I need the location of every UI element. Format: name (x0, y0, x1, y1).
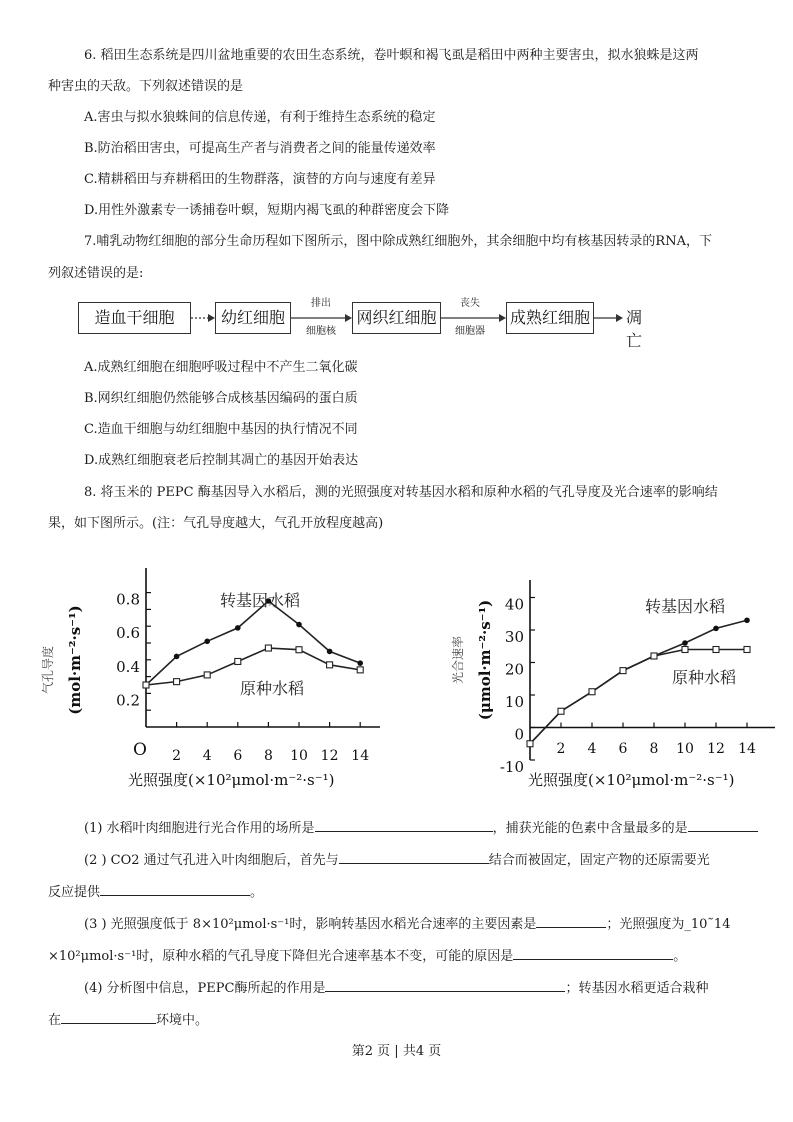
answer-blank-1b[interactable] (688, 818, 758, 832)
x-tick-label: 10 (290, 748, 308, 764)
data-point-original (527, 741, 533, 747)
data-point-original (174, 679, 180, 685)
y-tick-label: 0.8 (116, 590, 140, 609)
data-point-original (296, 647, 302, 653)
data-point-original (744, 647, 750, 653)
arrow-label-expel: 排出 (311, 298, 331, 309)
flow-arrows (78, 302, 678, 338)
answer-blank-4a[interactable] (325, 978, 565, 992)
data-point-transgenic (235, 625, 241, 631)
data-point-original (235, 658, 241, 664)
y-axis-label-unit: (μmol·m⁻²·s⁻¹) (476, 599, 494, 721)
q8-sub3-cont (48, 946, 686, 965)
q8-sub2-text-d: 。 (250, 885, 264, 900)
flow-box-reticulocyte: 网织红细胞 (352, 302, 441, 334)
y-tick-label: 30 (504, 628, 524, 646)
y-tick-label: 20 (504, 660, 524, 679)
y-tick-label: 0 (514, 725, 524, 744)
y-tick-label: 0.2 (116, 691, 140, 710)
data-point-transgenic (296, 622, 302, 628)
x-tick-label: 14 (738, 741, 756, 757)
arrow-head-icon (208, 314, 215, 322)
data-point-original (327, 662, 333, 668)
q7-option-a: A.成熟红细胞在细胞呼吸过程中不产生二氧化碳 (84, 360, 358, 375)
q7-option-d: D.成熟红细胞衰老后控制其凋亡的基因开始表达 (84, 453, 359, 468)
origin-label: O (133, 740, 147, 760)
legend-original: 原种水稻 (672, 668, 737, 687)
q8-sub2-cont (48, 882, 263, 901)
q8-sub4-text-b: ；转基因水稻更适合栽种 (565, 981, 709, 996)
data-point-transgenic (713, 626, 719, 632)
series-line-original (530, 650, 747, 744)
answer-blank-4b[interactable] (61, 1010, 156, 1024)
q7-option-b: B.网织红细胞仍然能够合成核基因编码的蛋白质 (84, 391, 358, 406)
data-point-original (357, 667, 363, 673)
x-tick-label: 2 (556, 741, 566, 757)
data-point-transgenic (174, 654, 180, 660)
q6-stem-line2: 种害虫的天敌。下列叙述错误的是 (48, 79, 244, 94)
flow-box-mature-rbc: 成熟红细胞 (506, 302, 594, 334)
x-tick-label: 8 (263, 748, 273, 764)
q8-sub3 (84, 914, 730, 933)
q8-sub3-text-b: ；光照强度为_10˜14 (606, 917, 731, 932)
answer-blank-1a[interactable] (315, 818, 493, 832)
data-point-transgenic (357, 660, 363, 666)
q8-sub2-text-b: 结合而被固定，固定产物的还原需要光 (488, 853, 710, 868)
q8-sub2-text-c: 反应提供 (48, 885, 101, 900)
answer-blank-2b[interactable] (100, 882, 250, 896)
y-tick-label: 10 (504, 693, 524, 711)
x-tick-label: 6 (233, 748, 243, 764)
q7-option-c: C.造血干细胞与幼红细胞中基因的执行情况不同 (84, 422, 358, 437)
y-tick-label: 40 (504, 595, 524, 614)
x-tick-label: 12 (707, 741, 725, 757)
q8-stem-line2: 果，如下图所示。(注：气孔导度越大，气孔开放程度越高) (48, 516, 384, 531)
q7-stem-line1: 7.哺乳动物红细胞的部分生命历程如下图所示，图中除成熟红细胞外，其余细胞中均有核基因转录的RNA，下 (84, 234, 712, 249)
data-point-original (651, 653, 657, 659)
q8-sub3-text-c: ×10²μmol·s⁻¹时，原种水稻的气孔导度下降但光合速率基本不变，可能的原因是 (48, 949, 514, 964)
stomatal-conductance-chart (40, 560, 400, 800)
data-point-original (143, 682, 149, 688)
q6-stem-line1: 6. 稻田生态系统是四川盆地重要的农田生态系统，卷叶螟和褐飞虱是稻田中两种主要害虫，拟水狼蛛是这两 (84, 48, 699, 63)
x-tick-label: 4 (202, 748, 212, 764)
arrow-label-nucleus: 细胞核 (306, 326, 336, 337)
x-tick-label: 8 (649, 741, 659, 757)
x-axis-label: 光照强度(×10²μmol·m⁻²·s⁻¹) (528, 771, 735, 789)
data-point-original (265, 645, 271, 651)
q6-option-d: D.用性外激素专一诱捕卷叶螟，短期内褐飞虱的种群密度会下降 (84, 203, 450, 218)
arrow-label-lose: 丧失 (460, 298, 480, 309)
legend-original: 原种水稻 (240, 679, 305, 698)
q8-sub2 (84, 850, 710, 869)
y-tick-label: -10 (499, 758, 524, 776)
arrow-head-icon (345, 314, 352, 322)
q8-sub3-text-a: (3 ) 光照强度低于 8×10²μmol·s⁻¹时，影响转基因水稻光合速率的主要因素是 (84, 917, 537, 932)
q7-stem-line2: 列叙述错误的是: (48, 266, 144, 281)
x-tick-label: 6 (618, 741, 628, 757)
legend-transgenic: 转基因水稻 (220, 591, 301, 610)
q8-sub1-text-a: (1) 水稻叶肉细胞进行光合作用的场所是 (84, 821, 315, 836)
q8-sub4 (84, 978, 709, 997)
x-tick-label: 2 (172, 748, 182, 764)
q8-sub4-text-a: (4) 分析图中信息，PEPC酶所起的作用是 (84, 981, 326, 996)
y-axis-label-title: 气孔导度 (41, 645, 55, 695)
data-point-original (620, 668, 626, 674)
answer-blank-2a[interactable] (339, 850, 489, 864)
photosynthesis-rate-chart (440, 575, 793, 805)
x-axis-label: 光照强度(×10²μmol·m⁻²·s⁻¹) (128, 771, 335, 789)
arrow-label-organelles: 细胞器 (455, 326, 485, 337)
page-footer: 第2 页 | 共4 页 (351, 1044, 442, 1059)
q8-sub2-text-a: (2 ) CO2 通过气孔进入叶肉细胞后，首先与 (84, 853, 339, 868)
data-point-transgenic (682, 640, 688, 646)
x-tick-label: 10 (676, 741, 694, 757)
q6-option-c: C.精耕稻田与弃耕稻田的生物群落，演替的方向与速度有差异 (84, 172, 436, 187)
data-point-original (558, 708, 564, 714)
arrow-head-icon (616, 314, 623, 322)
flow-end-apoptosis: 凋亡 (626, 308, 643, 350)
q6-option-a: A.害虫与拟水狼蛛间的信息传递，有利于维持生态系统的稳定 (84, 110, 436, 125)
q8-sub1-text-b: ，捕获光能的色素中含量最多的是 (492, 821, 688, 836)
q8-sub4-text-c: 在 (48, 1013, 62, 1028)
data-point-original (589, 689, 595, 695)
data-point-transgenic (744, 617, 750, 623)
data-point-original (204, 672, 210, 678)
data-point-transgenic (204, 639, 210, 645)
q8-stem-line1: 8. 将玉米的 PEPC 酶基因导入水稻后，测的光照强度对转基因水稻和原种水稻的气孔导度及光合速率的影响结 (84, 485, 718, 500)
arrow-head-icon (499, 314, 506, 322)
series-line-transgenic (146, 601, 360, 685)
answer-blank-3b[interactable] (513, 946, 673, 960)
data-point-original (682, 647, 688, 653)
q8-sub3-text-d: 。 (673, 949, 687, 964)
y-axis-label-title: 光合速率 (451, 635, 465, 685)
y-tick-label: 0.4 (116, 657, 140, 676)
data-point-transgenic (327, 649, 333, 655)
flow-box-erythroblast: 幼红细胞 (215, 302, 291, 334)
flow-box-hsc: 造血干细胞 (78, 302, 191, 334)
data-point-original (713, 647, 719, 653)
x-tick-label: 12 (320, 748, 339, 764)
legend-transgenic: 转基因水稻 (645, 597, 726, 616)
y-tick-label: 0.6 (116, 624, 140, 643)
q8-sub1 (84, 818, 758, 837)
q8-sub4-cont (48, 1010, 208, 1029)
x-tick-label: 4 (587, 741, 597, 757)
y-axis-label-unit: (mol·m⁻²·s⁻¹) (66, 605, 84, 715)
q6-option-b: B.防治稻田害虫，可提高生产者与消费者之间的能量传递效率 (84, 141, 436, 156)
q8-sub4-text-d: 环境中。 (156, 1013, 209, 1028)
x-tick-label: 14 (351, 748, 370, 764)
answer-blank-3a[interactable] (536, 914, 606, 928)
